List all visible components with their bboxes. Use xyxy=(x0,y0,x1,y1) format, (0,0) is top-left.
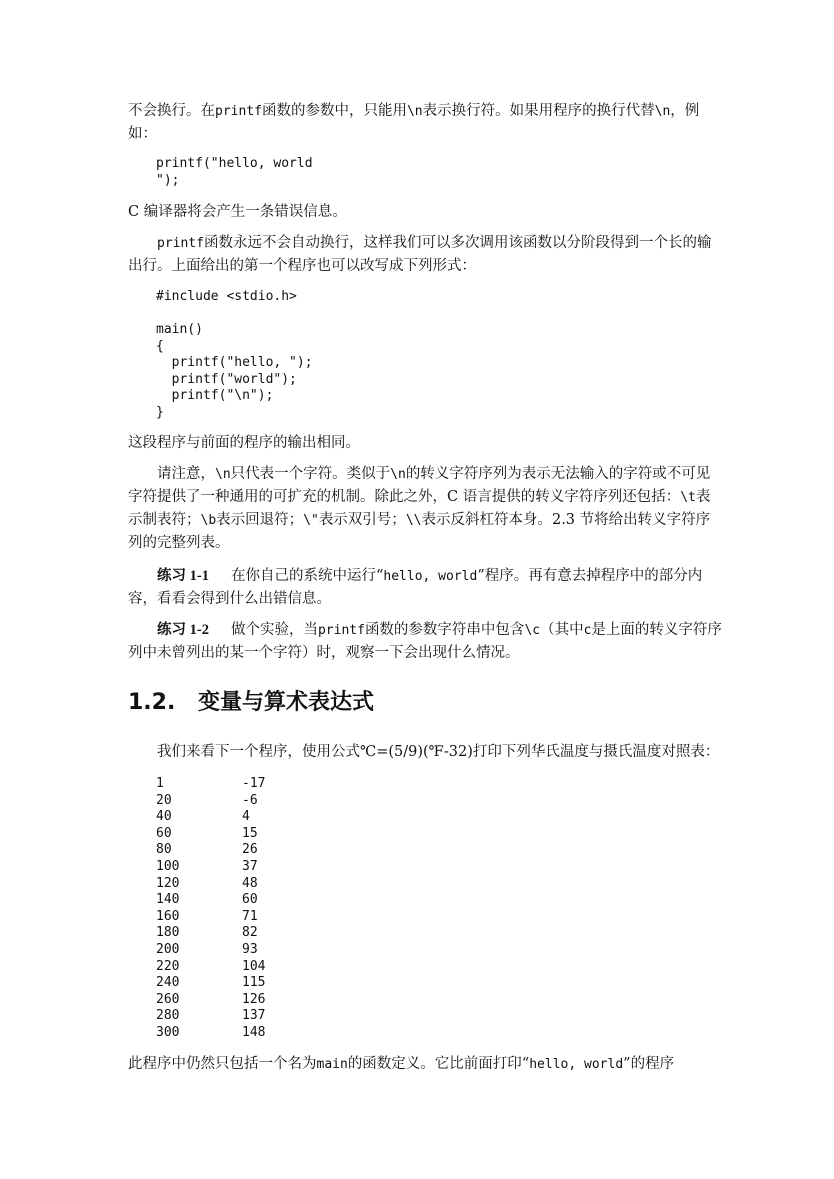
celsius-value: 37 xyxy=(242,858,258,874)
text: 函数的参数中，只能用 xyxy=(261,103,407,119)
celsius-value: -17 xyxy=(242,776,266,791)
temperature-row xyxy=(156,975,265,992)
inline-code: \n xyxy=(390,467,406,482)
celsius-value: 15 xyxy=(242,825,258,841)
temperature-row xyxy=(156,793,265,810)
fahrenheit-value: 40 xyxy=(156,809,172,825)
text: ”程序。再有意去掉程序中的部分内容，看看会得到什么出错信息。 xyxy=(128,568,703,607)
temperature-row xyxy=(156,842,265,859)
celsius-value: 71 xyxy=(242,908,258,924)
temperature-table xyxy=(156,776,265,1042)
text: 表示反斜杠符本身。2.3 节将给出转义字符序列的完整列表。 xyxy=(128,512,711,551)
inline-code: main xyxy=(316,1057,348,1072)
inline-code: printf xyxy=(317,623,365,638)
text: 的转义字符序列为表示无法输入的字符或不可见字符提供了一种通用的可扩充的机制。除此之外，C 语言提供的转义字符序列还包括： xyxy=(128,466,711,505)
fahrenheit-value: 120 xyxy=(156,875,180,891)
text: 只代表一个字符。类似于 xyxy=(230,466,391,482)
text: 不会换行。在 xyxy=(128,103,215,119)
fahrenheit-value: 280 xyxy=(156,1008,180,1024)
paragraph-printf-no-auto-newline xyxy=(128,232,722,278)
temperature-row xyxy=(156,876,265,893)
inline-code: \n xyxy=(215,467,231,482)
section-heading xyxy=(128,688,374,718)
fahrenheit-value: 260 xyxy=(156,991,180,1007)
paragraph-main-function xyxy=(128,1053,722,1076)
fahrenheit-value: 220 xyxy=(156,958,180,974)
inline-code: \\ xyxy=(405,513,422,528)
inline-code: \c xyxy=(524,623,541,638)
fahrenheit-value: 160 xyxy=(156,908,180,924)
exercise-1-2 xyxy=(128,619,722,665)
text: 在你自己的系统中运行“ xyxy=(230,568,384,584)
inline-code: \n xyxy=(406,104,423,119)
text: 做个实验，当 xyxy=(230,622,318,638)
temperature-row xyxy=(156,776,265,793)
celsius-value: 93 xyxy=(242,941,258,957)
inline-code: printf xyxy=(157,236,204,251)
text: 的函数定义。它比前面打印“ xyxy=(347,1056,530,1072)
fahrenheit-value: 200 xyxy=(156,941,180,957)
code-block-hello-world: #include <stdio.h> main() { printf("hello, "); printf("world"); printf("\n"); } xyxy=(156,289,313,420)
celsius-value: 4 xyxy=(242,809,250,825)
code-block-bad-printf: printf("hello, world "); xyxy=(156,156,313,188)
paragraph-same-output: 这段程序与前面的程序的输出相同。 xyxy=(128,435,360,451)
text: ，例如： xyxy=(128,103,700,142)
fahrenheit-value: 60 xyxy=(156,825,172,841)
fahrenheit-value: 140 xyxy=(156,892,180,908)
celsius-value: 26 xyxy=(242,842,258,858)
temperature-row xyxy=(156,892,265,909)
inline-code: printf xyxy=(215,104,262,119)
text: 表示制表符； xyxy=(128,489,711,528)
exercise-label: 练习 1-2 xyxy=(157,622,209,638)
inline-code: hello, world xyxy=(529,1057,624,1072)
text: ”的程序 xyxy=(623,1056,675,1072)
celsius-value: -6 xyxy=(242,792,258,808)
fahrenheit-value: 100 xyxy=(156,858,180,874)
temperature-row xyxy=(156,809,265,826)
temperature-row xyxy=(156,1025,265,1042)
inline-code: \" xyxy=(303,513,319,528)
temperature-row xyxy=(156,859,265,876)
section-number: 1.2. xyxy=(128,690,176,715)
paragraph-printf-newline xyxy=(128,100,722,146)
celsius-value: 60 xyxy=(242,892,258,908)
celsius-value: 48 xyxy=(242,875,258,891)
inline-code: \t xyxy=(680,490,696,505)
text: 表示换行符。如果用程序的换行代替 xyxy=(422,103,655,119)
inline-code: hello, world xyxy=(383,569,478,584)
fahrenheit-value: 80 xyxy=(156,842,172,858)
celsius-value: 126 xyxy=(242,991,266,1007)
inline-code: \b xyxy=(200,513,217,528)
temperature-row xyxy=(156,992,265,1009)
fahrenheit-value: 1 xyxy=(156,776,164,791)
temperature-row xyxy=(156,909,265,926)
temperature-row xyxy=(156,1008,265,1025)
paragraph-escape-sequences xyxy=(128,463,722,555)
text: 是上面的转义字符序列中未曾列出的某一个字符）时，观察一下会出现什么情况。 xyxy=(128,622,722,661)
text: 函数永远不会自动换行，这样我们可以多次调用该函数以分阶段得到一个长的输出行。上面给出的第一个程序也可以改写成下列形式： xyxy=(128,235,712,274)
paragraph-compiler-error: C 编译器将会产生一条错误信息。 xyxy=(128,204,347,220)
celsius-value: 137 xyxy=(242,1008,266,1024)
temperature-row xyxy=(156,925,265,942)
temperature-row xyxy=(156,942,265,959)
fahrenheit-value: 180 xyxy=(156,925,180,941)
exercise-1-1 xyxy=(128,565,722,611)
paragraph-temperature-formula: 我们来看下一个程序，使用公式℃=(5/9)(℉-32)打印下列华氏温度与摄氏温度对照表： xyxy=(157,744,720,760)
fahrenheit-value: 240 xyxy=(156,975,180,991)
temperature-row xyxy=(156,959,265,976)
celsius-value: 104 xyxy=(242,958,266,974)
exercise-label: 练习 1-1 xyxy=(157,568,209,584)
text: 表示双引号； xyxy=(318,512,406,528)
celsius-value: 82 xyxy=(242,925,258,941)
celsius-value: 115 xyxy=(242,975,266,991)
inline-code: c xyxy=(583,623,592,638)
text: 函数的参数字符串中包含 xyxy=(364,622,525,638)
inline-code: \n xyxy=(654,104,671,119)
text: 表示回退符； xyxy=(216,512,304,528)
fahrenheit-value: 20 xyxy=(156,792,172,808)
celsius-value: 148 xyxy=(242,1024,266,1040)
text: 此程序中仍然只包括一个名为 xyxy=(128,1056,317,1072)
section-title: 变量与算术表达式 xyxy=(198,690,375,715)
fahrenheit-value: 300 xyxy=(156,1024,180,1040)
text: 请注意， xyxy=(157,466,215,482)
text: （其中 xyxy=(540,622,584,638)
temperature-row xyxy=(156,826,265,843)
